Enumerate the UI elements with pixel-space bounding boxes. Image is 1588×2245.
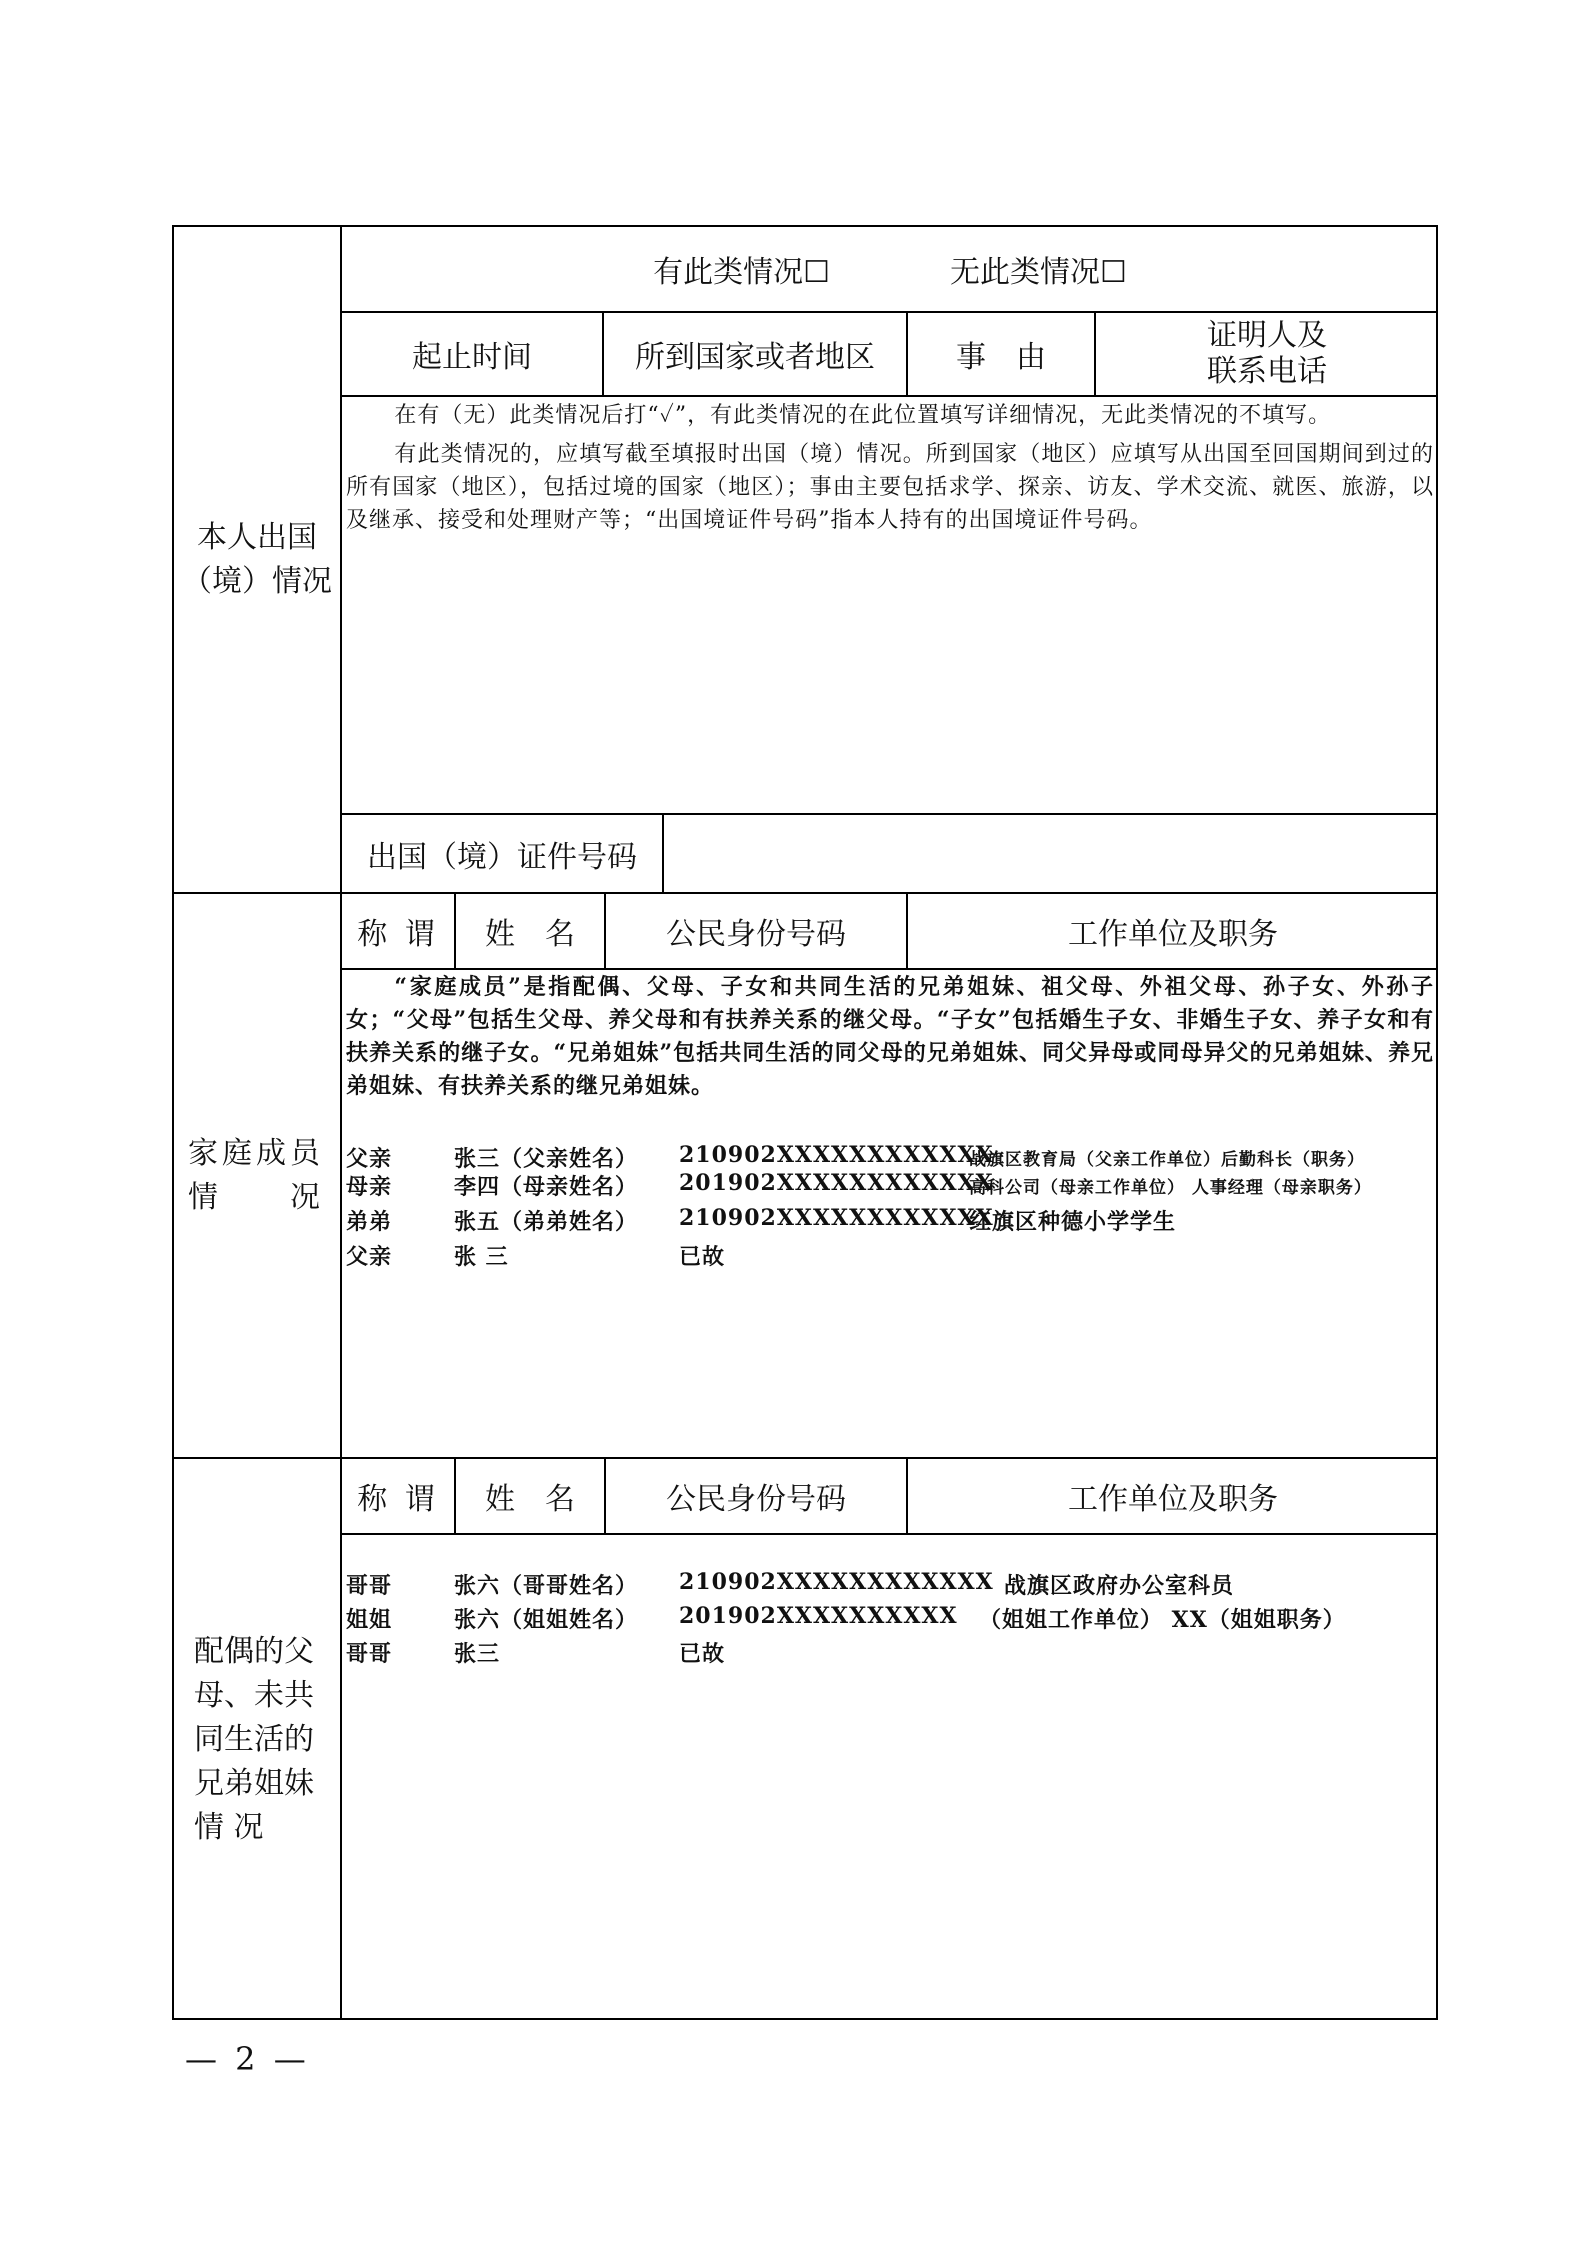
header-witness: [1096, 313, 1438, 395]
page-number: — 2 —: [185, 2040, 310, 2078]
section3-label-line1: 配偶的父: [194, 1633, 314, 1669]
fam-row-2-relation: 母亲: [346, 1174, 393, 1200]
header-country: 所到国家或者地区: [635, 340, 875, 375]
fam-row-4-id: 已故: [679, 1244, 726, 1270]
section3-label-line3: 同生活的: [194, 1721, 314, 1757]
section3-label-line5: 情 况: [194, 1809, 264, 1845]
header-reason: 事 由: [956, 340, 1046, 375]
option-no-checkbox[interactable]: 无此类情况☐: [950, 255, 1127, 290]
fam-row-2-name: 李四（母亲姓名）: [454, 1174, 639, 1200]
fam-row-1-name: 张三（父亲姓名）: [454, 1146, 639, 1172]
fam-row-4-relation: 父亲: [346, 1244, 393, 1270]
fam-row-1-relation: 父亲: [346, 1146, 393, 1172]
fam-row-1-id: 210902XXXXXXXXXXXX: [679, 1142, 994, 1168]
fam-row-3-work: 红旗区种德小学学生: [969, 1209, 1177, 1235]
rel-row-1-work: 战旗区政府办公室科员: [1004, 1573, 1235, 1599]
fam-row-2-id: 201902XXXXXXXXXXXX: [679, 1170, 994, 1196]
rel-header-id: 公民身份号码: [666, 1482, 846, 1517]
section1-label: [174, 227, 342, 892]
fam-row-2-work: 高科公司（母亲工作单位） 人事经理（母亲职务）: [969, 1178, 1372, 1198]
rel-row-1-name: 张六（哥哥姓名）: [454, 1573, 639, 1599]
section3-label-line4: 兄弟姐妹: [194, 1765, 314, 1801]
passport-label: 出国（境）证件号码: [367, 839, 637, 875]
fam-header-name: 姓 名: [485, 917, 575, 952]
section1-label-line1: 本人出国: [197, 519, 317, 555]
rel-row-1-id: 210902XXXXXXXXXXXX: [679, 1569, 994, 1595]
passport-value-field[interactable]: [664, 815, 1438, 892]
section1-note: [346, 399, 1434, 537]
fam-row-4-name: 张 三: [454, 1244, 509, 1270]
rel-row-2-relation: 姐姐: [346, 1607, 393, 1633]
rel-row-2-work: （姐姐工作单位） XX（姐姐职务）: [979, 1607, 1346, 1633]
header-witness-line2: 联系电话: [1207, 354, 1327, 389]
rel-row-1-relation: 哥哥: [346, 1573, 393, 1599]
option-row: [342, 227, 1438, 311]
option-yes-checkbox[interactable]: 有此类情况☐: [653, 255, 830, 290]
section1-note-p2: 有此类情况的，应填写截至填报时出国（境）情况。所到国家（地区）应填写从出国至回国期间到过的所有国家（地区），包括过境的国家（地区）；事由主要包括求学、探亲、访友、学术交流、就医、旅游，以及继承、接受和处理财产等；“出国境证件号码”指本人持有的出国境证件号码。: [346, 442, 1434, 533]
rel-row-3-id: 已故: [679, 1641, 726, 1667]
fam-row-3-relation: 弟弟: [346, 1209, 393, 1235]
header-period: 起止时间: [412, 340, 532, 375]
fam-header-relation: 称 谓: [357, 917, 439, 952]
rel-header-name: 姓 名: [485, 1482, 575, 1517]
rel-row-3-name: 张三: [454, 1641, 501, 1667]
section1-label-line2: （境）情况: [182, 563, 332, 599]
form-table: [172, 225, 1438, 2020]
rel-row-2-name: 张六（姐姐姓名）: [454, 1607, 639, 1633]
section2-label-line1: 家庭成员: [188, 1135, 324, 1171]
fam-header-work: 工作单位及职务: [1068, 917, 1278, 952]
rel-row-2-id: 201902XXXXXXXXXX: [679, 1603, 958, 1629]
fam-row-3-id: 210902XXXXXXXXXXXX: [679, 1205, 994, 1231]
section2-label: [174, 894, 342, 1457]
section1-note-p1: 在有（无）此类情况后打“✓”，有此类情况的在此位置填写详细情况，无此类情况的不填写。: [394, 403, 1332, 428]
rel-header-relation: 称 谓: [357, 1482, 439, 1517]
section2-label-line2: 情 况: [188, 1179, 324, 1215]
section3-label-line2: 母、未共: [194, 1677, 314, 1713]
rel-header-work: 工作单位及职务: [1068, 1482, 1278, 1517]
section2-note: [346, 971, 1434, 1103]
fam-row-1-work: 战旗区教育局（父亲工作单位）后勤科长（职务）: [969, 1150, 1365, 1170]
fam-row-3-name: 张五（弟弟姓名）: [454, 1209, 639, 1235]
fam-header-id: 公民身份号码: [666, 917, 846, 952]
rel-row-3-relation: 哥哥: [346, 1641, 393, 1667]
section2-note-text: “家庭成员”是指配偶、父母、子女和共同生活的兄弟姐妹、祖父母、外祖父母、孙子女、外孙子女；“父母”包括生父母、养父母和有扶养关系的继父母。“子女”包括婚生子女、非婚生子女、养子女和有扶养关系的继子女。“兄弟姐妹”包括共同生活的同父母的兄弟姐妹、同父异母或同母异父的兄弟姐妹、养兄弟姐妹、有扶养关系的继兄弟姐妹。: [346, 974, 1434, 1099]
header-witness-line1: 证明人及: [1207, 318, 1327, 353]
section3-label: [174, 1459, 342, 2020]
